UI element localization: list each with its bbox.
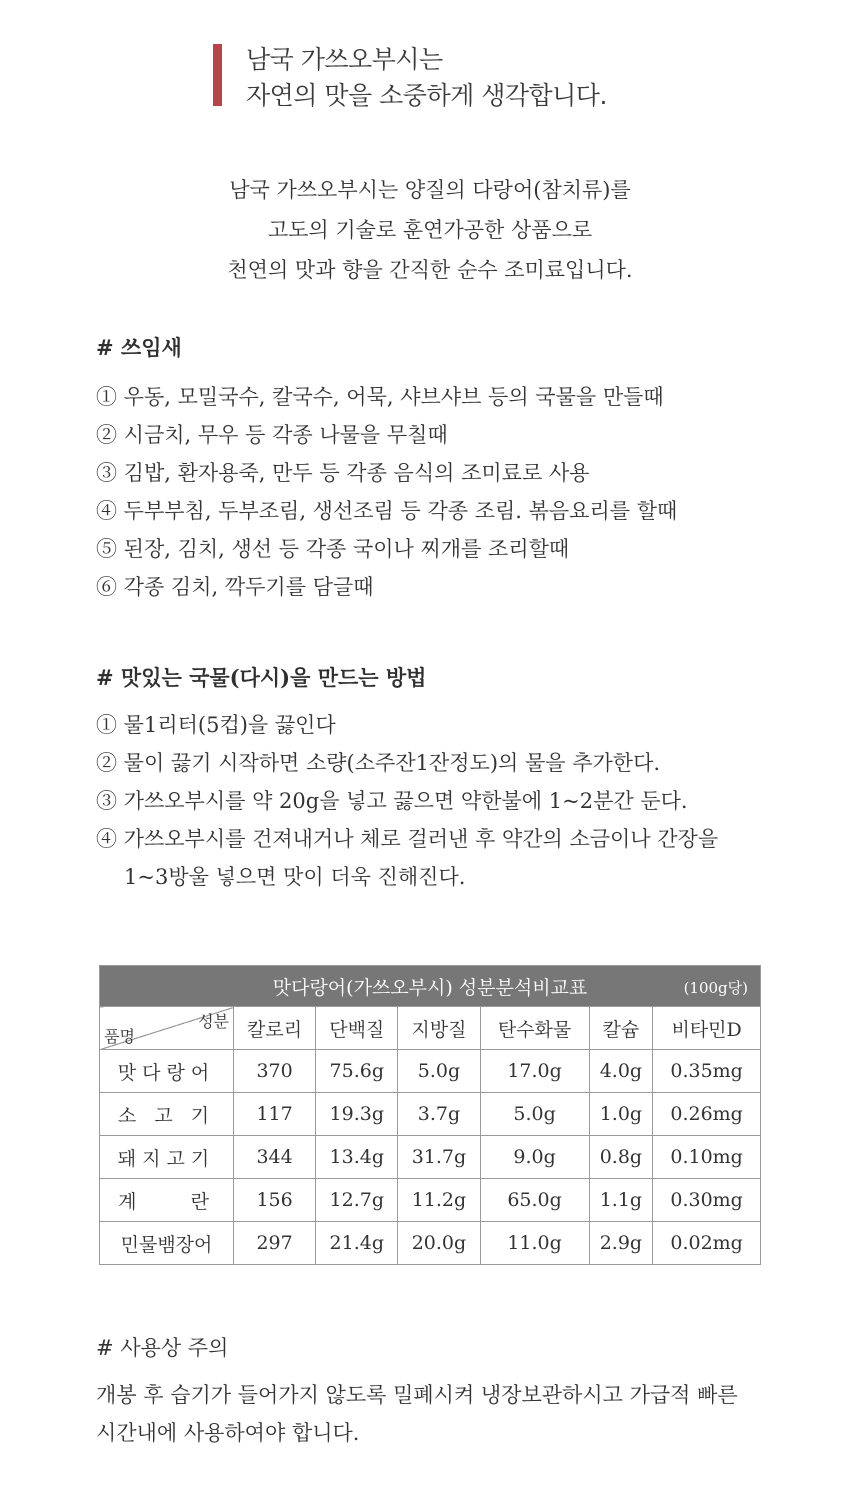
- heading-line-1: 남국 가쓰오부시는: [246, 45, 443, 74]
- table-row: [100, 1050, 761, 1093]
- heading-line-2: 자연의 맛을 소중하게 생각합니다.: [246, 81, 607, 110]
- table-cell: 11.0g: [480, 1222, 589, 1265]
- row-label: 돼지고기: [100, 1136, 234, 1179]
- list-item: ⑤ 된장, 김치, 생선 등 각종 국이나 찌개를 조리할때: [96, 537, 570, 561]
- table-cell: 20.0g: [398, 1222, 480, 1265]
- list-item: ⑥ 각종 김치, 깍두기를 담글때: [96, 575, 374, 599]
- list-item: ① 우동, 모밀국수, 칼국수, 어묵, 샤브샤브 등의 국물을 만들때: [96, 385, 664, 409]
- usage-section: [96, 330, 796, 606]
- table-row: [100, 1136, 761, 1179]
- table-cell: 0.8g: [589, 1136, 653, 1179]
- nutrition-table: [99, 965, 761, 1265]
- table-cell: 3.7g: [398, 1093, 480, 1136]
- row-label: 계 란: [100, 1179, 234, 1222]
- page-heading: [246, 42, 746, 114]
- list-item: ③ 가쓰오부시를 약 20g을 넣고 끓으면 약한불에 1~2분간 둔다.: [96, 789, 688, 813]
- caution-text: 개봉 후 습기가 들어가지 않도록 밀폐시켜 냉장보관하시고 가급적 빠른 시간내에 사용하여야 합니다.: [96, 1383, 738, 1445]
- table-row: [100, 1179, 761, 1222]
- table-cell: 1.0g: [589, 1093, 653, 1136]
- table-unit: (100g당): [683, 979, 748, 997]
- table-cell: 117: [234, 1093, 316, 1136]
- table-cell: 31.7g: [398, 1136, 480, 1179]
- column-header: 탄수화물: [480, 1007, 589, 1050]
- table-cell: 5.0g: [480, 1093, 589, 1136]
- usage-title: # 쓰임새: [96, 335, 182, 360]
- table-cell: 9.0g: [480, 1136, 589, 1179]
- table-cell: 1.1g: [589, 1179, 653, 1222]
- intro-paragraph: [0, 170, 860, 290]
- table-cell: 12.7g: [316, 1179, 398, 1222]
- table-cell: 11.2g: [398, 1179, 480, 1222]
- table-title: 맛다랑어(가쓰오부시) 성분분석비교표: [272, 976, 588, 999]
- table-cell: 0.35mg: [653, 1050, 761, 1093]
- broth-title: # 맛있는 국물(다시)을 만드는 방법: [96, 665, 427, 690]
- table-cell: 297: [234, 1222, 316, 1265]
- table-cell: 19.3g: [316, 1093, 398, 1136]
- accent-bar: [213, 44, 222, 106]
- broth-section: [96, 660, 766, 896]
- intro-line: 천연의 맛과 향을 간직한 순수 조미료입니다.: [227, 258, 633, 282]
- list-item: ② 물이 끓기 시작하면 소량(소주잔1잔정도)의 물을 추가한다.: [96, 751, 661, 775]
- list-item: ④ 두부부침, 두부조림, 생선조림 등 각종 조림. 볶음요리를 할때: [96, 499, 678, 523]
- corner-top-label: 성분: [198, 1012, 229, 1031]
- table-caption: [100, 966, 761, 1007]
- table-cell: 0.30mg: [653, 1179, 761, 1222]
- table-corner-cell: [100, 1007, 234, 1050]
- table-cell: 17.0g: [480, 1050, 589, 1093]
- table-cell: 0.02mg: [653, 1222, 761, 1265]
- table-cell: 370: [234, 1050, 316, 1093]
- column-header: 지방질: [398, 1007, 480, 1050]
- row-label: 맛다랑어: [100, 1050, 234, 1093]
- table-header-row: [100, 1007, 761, 1050]
- table-cell: 65.0g: [480, 1179, 589, 1222]
- table-caption-row: [100, 966, 761, 1007]
- list-item: ④ 가쓰오부시를 건져내거나 체로 걸러낸 후 약간의 소금이나 간장을 1~3방울 넣으면 맛이 더욱 진해진다.: [96, 827, 719, 889]
- list-item: ① 물1리터(5컵)을 끓인다: [96, 713, 336, 737]
- table-cell: 156: [234, 1179, 316, 1222]
- caution-title: # 사용상 주의: [96, 1336, 229, 1360]
- column-header: 칼슘: [589, 1007, 653, 1050]
- corner-bottom-label: 품명: [104, 1027, 135, 1046]
- table-cell: 2.9g: [589, 1222, 653, 1265]
- table-cell: 75.6g: [316, 1050, 398, 1093]
- intro-line: 고도의 기술로 훈연가공한 상품으로: [267, 218, 593, 242]
- column-header: 비타민D: [653, 1007, 761, 1050]
- list-item: ② 시금치, 무우 등 각종 나물을 무칠때: [96, 423, 448, 447]
- column-header: 단백질: [316, 1007, 398, 1050]
- table-cell: 0.10mg: [653, 1136, 761, 1179]
- intro-line: 남국 가쓰오부시는 양질의 다랑어(참치류)를: [229, 178, 631, 202]
- table-cell: 5.0g: [398, 1050, 480, 1093]
- table-row: [100, 1222, 761, 1265]
- table-cell: 21.4g: [316, 1222, 398, 1265]
- table-cell: 4.0g: [589, 1050, 653, 1093]
- table-row: [100, 1093, 761, 1136]
- usage-list: [96, 378, 796, 606]
- column-header: 칼로리: [234, 1007, 316, 1050]
- table-cell: 344: [234, 1136, 316, 1179]
- row-label: 소 고 기: [100, 1093, 234, 1136]
- caution-section: [96, 1330, 761, 1452]
- broth-list: [96, 706, 766, 896]
- list-item: ③ 김밥, 환자용죽, 만두 등 각종 음식의 조미료로 사용: [96, 461, 590, 485]
- row-label: 민물뱀장어: [100, 1222, 234, 1265]
- table-cell: 0.26mg: [653, 1093, 761, 1136]
- table-cell: 13.4g: [316, 1136, 398, 1179]
